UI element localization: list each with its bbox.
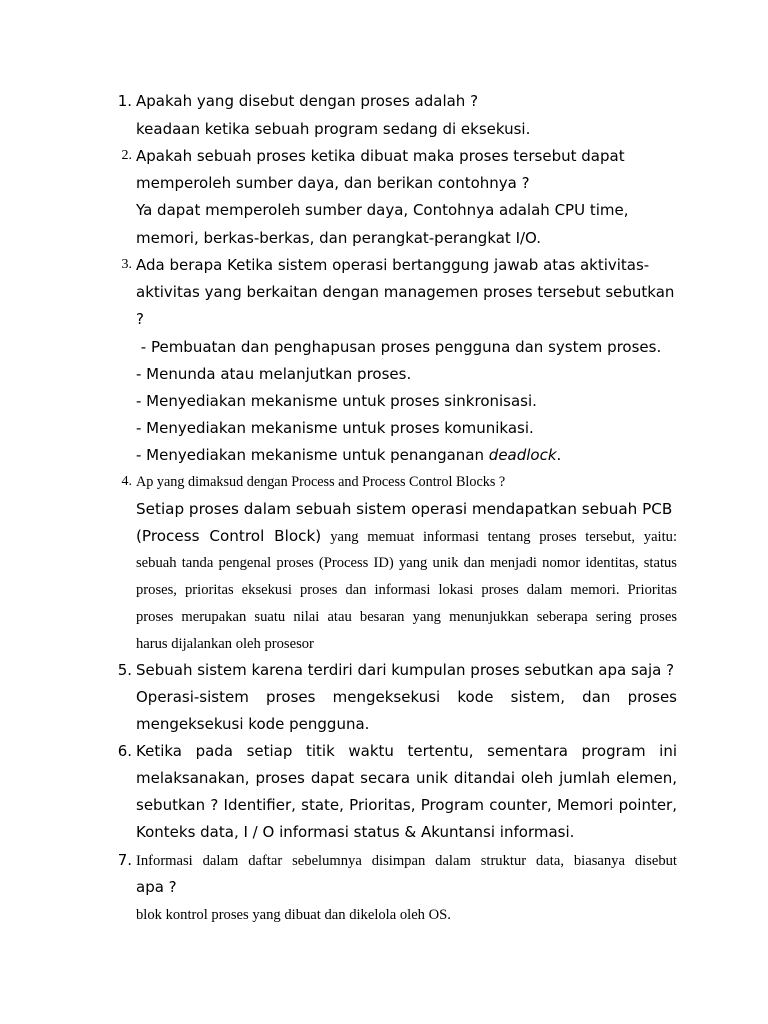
item-7-number: 7. <box>117 851 132 869</box>
item-3-number: 3. <box>121 257 132 272</box>
item-6-line: sebutkan ? Identifier, state, Prioritas, Program counter, Memori pointer, <box>136 796 677 814</box>
item-3-answer-line-last <box>136 445 677 472</box>
item-4-number: 4. <box>121 474 132 489</box>
item-3-question-line: aktivitas yang berkaitan dengan managemen proses tersebut sebutkan <box>136 283 675 301</box>
item-5-answer-line: Operasi-sistem proses mengeksekusi kode sistem, dan proses <box>136 688 677 706</box>
item-4-question: Ap yang dimaksud dengan Process and Process Control Blocks ? <box>136 474 506 490</box>
item-7-question-line: apa ? <box>136 878 177 896</box>
item-3-last-italic: deadlock <box>488 446 557 464</box>
item-3-last-prefix: - Menyediakan mekanisme untuk penanganan <box>136 446 489 464</box>
item-5-answer-line: mengeksekusi kode pengguna. <box>136 715 370 733</box>
item-4-answer-sans-part: (Process Control Block) <box>136 527 322 545</box>
item-2-number: 2. <box>121 148 132 163</box>
item-4-answer-line: proses, prioritas eksekusi proses dan informasi lokasi proses dalam memori. Prioritas <box>136 582 677 598</box>
item-2-answer-line: memori, berkas-berkas, dan perangkat-perangkat I/O. <box>136 229 542 247</box>
item-4-answer-line-mixed <box>136 526 677 553</box>
item-6-line: Konteks data, I / O informasi status & Akuntansi informasi. <box>136 823 575 841</box>
item-4-answer-line: Setiap proses dalam sebuah sistem operasi mendapatkan sebuah PCB <box>136 500 673 518</box>
item-3-answer-line: - Pembuatan dan penghapusan proses pengguna dan system proses. <box>136 338 662 356</box>
item-2-question-line: memperoleh sumber daya, dan berikan contohnya ? <box>136 174 530 192</box>
item-5-number: 5. <box>117 661 132 679</box>
item-4-answer-line: harus dijalankan oleh prosesor <box>136 636 314 652</box>
item-6-line: Ketika pada setiap titik waktu tertentu, sementara program ini <box>136 742 677 760</box>
item-4-answer-line: sebuah tanda pengenal proses (Process ID) yang unik dan menjadi nomor identitas, status <box>136 555 677 571</box>
item-6-line: melaksanakan, proses dapat secara unik ditandai oleh jumlah elemen, <box>136 769 677 787</box>
item-6-number: 6. <box>117 742 132 760</box>
item-3-question-line: ? <box>136 310 144 328</box>
item-2-question-line: Apakah sebuah proses ketika dibuat maka proses tersebut dapat <box>136 147 625 165</box>
item-1-question: Apakah yang disebut dengan proses adalah ? <box>136 92 479 110</box>
item-3-last-suffix: . <box>556 446 562 464</box>
item-5-question: Sebuah sistem karena terdiri dari kumpulan proses sebutkan apa saja ? <box>136 661 675 679</box>
item-3-answer-line: - Menunda atau melanjutkan proses. <box>136 365 412 383</box>
item-4-answer-serif-part: yang memuat informasi tentang proses tersebut, yaitu: <box>330 529 678 545</box>
item-1-answer: keadaan ketika sebuah program sedang di eksekusi. <box>136 120 531 138</box>
item-4-answer-line: proses merupakan suatu nilai atau besaran yang menunjukkan seberapa sering proses <box>136 609 677 625</box>
item-3-answer-line: - Menyediakan mekanisme untuk proses komunikasi. <box>136 419 534 437</box>
item-1-number: 1. <box>117 92 132 110</box>
item-7-question-line: Informasi dalam daftar sebelumnya disimpan dalam struktur data, biasanya disebut <box>136 853 677 869</box>
item-2-answer-line: Ya dapat memperoleh sumber daya, Contohnya adalah CPU time, <box>136 201 629 219</box>
item-7-answer: blok kontrol proses yang dibuat dan dikelola oleh OS. <box>136 907 451 923</box>
item-3-answer-line: - Menyediakan mekanisme untuk proses sinkronisasi. <box>136 392 537 410</box>
item-3-question-line: Ada berapa Ketika sistem operasi bertanggung jawab atas aktivitas- <box>136 256 650 274</box>
